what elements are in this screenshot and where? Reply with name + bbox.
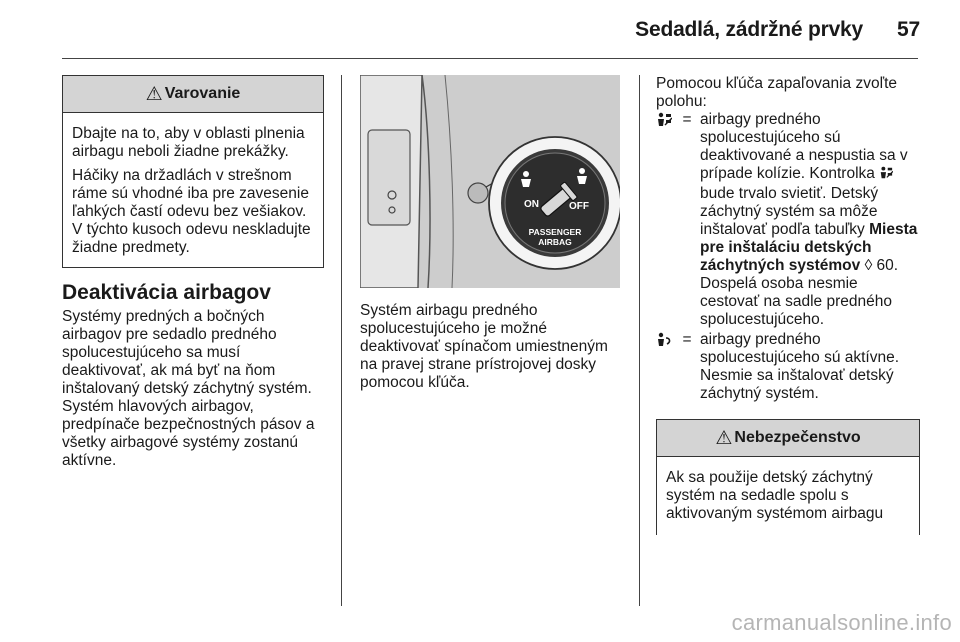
switch-label-line2: AIRBAG: [538, 237, 572, 247]
danger-box: [656, 419, 920, 535]
danger-body: [657, 457, 919, 535]
left-column: [62, 75, 324, 470]
list-item: [656, 111, 920, 329]
section-heading: Deaktivácia airbagov: [62, 281, 271, 304]
definition-list: [656, 111, 920, 403]
item-text-part: bude trvalo svietiť. Detský záchytný systém sa môže inštalovať podľa tabuľky: [700, 185, 879, 238]
page-header: [635, 18, 920, 42]
column-divider-2: [639, 75, 640, 606]
warning-box: [62, 75, 324, 268]
warning-paragraph: Dbajte na to, aby v oblasti plnenia airbagu neboli žiadne prekážky.: [72, 125, 305, 160]
page-number: 57: [897, 18, 920, 41]
figure-caption: Systém airbagu predného spolucestujúceho je možné deaktivovať spínačom umiestneným na pravej strane prístrojovej dosky pomocou kľúča.: [360, 302, 608, 391]
warning-title: Varovanie: [164, 85, 241, 102]
section-body: Systémy predných a bočných airbagov pre sedadlo predného spolucestujúceho sa musí deaktivovať, ak má byť na ňom inštalovaný detský záchytný systém. Systém hlavových airbagov, predpínače bezpečnostných pásov a všetky airbagové systémy zostanú aktívne.: [62, 308, 315, 469]
page-reference-number[interactable]: 60: [876, 257, 894, 274]
equals-sign: =: [682, 111, 692, 128]
watermark: carmanualsonline.info: [731, 610, 952, 635]
warning-triangle-icon: ⚠: [715, 427, 733, 449]
intro-text: Pomocou kľúča zapaľovania zvoľte polohu:: [656, 75, 898, 110]
header-rule: [62, 58, 918, 59]
warning-body: [63, 113, 323, 267]
airbag-switch-illustration: [360, 75, 620, 288]
column-divider-1: [341, 75, 342, 606]
item-text-part: . Dospelá osoba nesmie cestovať na sadle predného spolucestujúceho.: [700, 257, 899, 328]
airbag-off-icon: [656, 111, 674, 329]
right-column: [656, 75, 920, 535]
airbag-off-icon: [879, 166, 893, 185]
list-item: [656, 331, 920, 403]
warning-header: [63, 76, 323, 113]
table-reference-link[interactable]: Miesta pre inštaláciu detských záchytných systémov: [700, 221, 918, 274]
equals-sign: =: [682, 331, 692, 348]
item-text-part: airbagy predného spolucestujúceho sú deaktivované a nespustia sa v prípade kolízie. Kontrolka: [700, 111, 908, 182]
warning-triangle-icon: ⚠: [145, 83, 163, 105]
danger-header: [657, 420, 919, 457]
item-text: airbagy predného spolucestujúceho sú aktívne. Nesmie sa inštalovať detský záchytný systém.: [700, 331, 900, 402]
switch-label-line1: PASSENGER: [528, 227, 582, 237]
airbag-on-icon: [656, 331, 674, 403]
airbag-switch-figure: [360, 75, 620, 288]
warning-paragraph: Háčiky na držadlách v strešnom ráme sú vhodné iba pre zavesenie ľahkých častí odevu bez vešiakov. V týchto kusoch odevu neskladujte žiadne predmety.: [72, 167, 311, 256]
page-reference-icon: ◊: [864, 257, 873, 274]
danger-title: Nebezpečenstvo: [734, 429, 861, 446]
danger-text: Ak sa použije detský záchytný systém na sedadle spolu s aktivovaným systémom airbagu: [666, 469, 884, 522]
item-text: [700, 111, 920, 329]
header-title: Sedadlá, zádržné prvky: [635, 18, 864, 41]
switch-off-label: OFF: [569, 201, 589, 212]
middle-column: [360, 75, 622, 392]
switch-on-label: ON: [524, 199, 539, 210]
